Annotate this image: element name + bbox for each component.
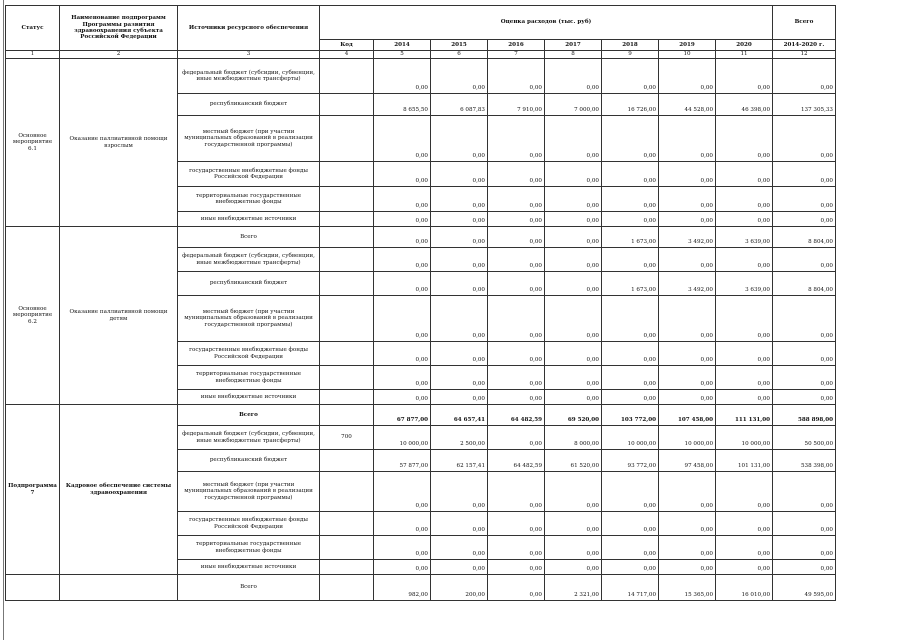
budget-code xyxy=(320,536,374,560)
value-year: 0,00 xyxy=(716,342,773,366)
value-year: 0,00 xyxy=(431,342,488,366)
value-year: 10 000,00 xyxy=(716,426,773,450)
value-year: 0,00 xyxy=(545,59,602,94)
value-year: 0,00 xyxy=(716,512,773,536)
header-year-2014: 2014 xyxy=(374,40,431,51)
value-total: 50 500,00 xyxy=(773,426,836,450)
value-year: 0,00 xyxy=(602,560,659,575)
value-year: 64 482,59 xyxy=(488,450,545,472)
value-year: 0,00 xyxy=(488,116,545,162)
value-year: 10 000,00 xyxy=(602,426,659,450)
value-year: 0,00 xyxy=(374,536,431,560)
value-year: 0,00 xyxy=(659,296,716,342)
value-year: 0,00 xyxy=(545,342,602,366)
value-year: 8 000,00 xyxy=(545,426,602,450)
value-year: 0,00 xyxy=(488,366,545,390)
value-total: 0,00 xyxy=(773,248,836,272)
row-status: Основное мероприятие 6.2 xyxy=(6,227,60,405)
row-status xyxy=(6,575,60,601)
budget-code xyxy=(320,575,374,601)
value-year: 61 520,00 xyxy=(545,450,602,472)
value-year: 0,00 xyxy=(488,296,545,342)
budget-code xyxy=(320,227,374,248)
column-index: 12 xyxy=(773,51,836,59)
column-index: 7 xyxy=(488,51,545,59)
value-year: 0,00 xyxy=(374,116,431,162)
value-year: 0,00 xyxy=(602,512,659,536)
column-index: 2 xyxy=(60,51,178,59)
value-year: 0,00 xyxy=(602,187,659,212)
value-year: 200,00 xyxy=(431,575,488,601)
budget-code xyxy=(320,560,374,575)
value-year: 2 321,00 xyxy=(545,575,602,601)
funding-source: республиканский бюджет xyxy=(178,450,320,472)
value-year: 16 726,00 xyxy=(602,94,659,116)
value-year: 0,00 xyxy=(488,272,545,296)
value-total: 8 804,00 xyxy=(773,227,836,248)
budget-sheet xyxy=(5,5,836,601)
table-row xyxy=(6,405,836,426)
value-year: 0,00 xyxy=(488,248,545,272)
value-year: 1 673,00 xyxy=(602,272,659,296)
value-year: 0,00 xyxy=(374,512,431,536)
value-year: 0,00 xyxy=(716,390,773,405)
value-total: 8 804,00 xyxy=(773,272,836,296)
funding-source: местный бюджет (при участии муниципальных образований в реализации государственной программы) xyxy=(178,472,320,512)
value-year: 982,00 xyxy=(374,575,431,601)
value-year: 0,00 xyxy=(716,536,773,560)
value-total: 0,00 xyxy=(773,342,836,366)
value-year: 10 000,00 xyxy=(374,426,431,450)
row-activity-name: Оказание паллиативной помощи детям xyxy=(60,227,178,405)
value-year: 46 398,00 xyxy=(716,94,773,116)
header-year-2017: 2017 xyxy=(545,40,602,51)
value-year: 64 657,41 xyxy=(431,405,488,426)
value-year: 0,00 xyxy=(374,212,431,227)
value-year: 0,00 xyxy=(716,366,773,390)
value-year: 0,00 xyxy=(431,390,488,405)
table-row xyxy=(6,575,836,601)
budget-code xyxy=(320,342,374,366)
value-year: 0,00 xyxy=(659,536,716,560)
row-activity-name: Оказание паллиативной помощи взрослым xyxy=(60,59,178,227)
header-status: Статус xyxy=(6,6,60,51)
value-year: 93 772,00 xyxy=(602,450,659,472)
value-year: 0,00 xyxy=(716,212,773,227)
value-year: 0,00 xyxy=(374,162,431,187)
funding-source: республиканский бюджет xyxy=(178,94,320,116)
header-total: Всего xyxy=(773,6,836,40)
column-index: 4 xyxy=(320,51,374,59)
value-total: 0,00 xyxy=(773,296,836,342)
column-index: 11 xyxy=(716,51,773,59)
header-year-2016: 2016 xyxy=(488,40,545,51)
value-year: 0,00 xyxy=(659,472,716,512)
value-total: 0,00 xyxy=(773,472,836,512)
value-year: 16 010,00 xyxy=(716,575,773,601)
value-year: 0,00 xyxy=(716,116,773,162)
funding-source: государственные внебюджетные фонды Российской Федерации xyxy=(178,512,320,536)
budget-code xyxy=(320,450,374,472)
budget-code xyxy=(320,366,374,390)
value-year: 0,00 xyxy=(602,342,659,366)
value-total: 0,00 xyxy=(773,512,836,536)
value-year: 0,00 xyxy=(659,248,716,272)
value-year: 0,00 xyxy=(659,187,716,212)
column-index: 5 xyxy=(374,51,431,59)
value-year: 0,00 xyxy=(431,296,488,342)
value-year: 0,00 xyxy=(659,59,716,94)
value-year: 1 673,00 xyxy=(602,227,659,248)
value-year: 0,00 xyxy=(374,187,431,212)
funding-source: местный бюджет (при участии муниципальных образований в реализации государственной программы) xyxy=(178,116,320,162)
value-year: 0,00 xyxy=(488,212,545,227)
value-year: 0,00 xyxy=(659,162,716,187)
value-year: 0,00 xyxy=(545,512,602,536)
header-year-2015: 2015 xyxy=(431,40,488,51)
value-total: 0,00 xyxy=(773,162,836,187)
budget-code xyxy=(320,94,374,116)
value-year: 0,00 xyxy=(602,248,659,272)
row-status: Основное мероприятие 6.1 xyxy=(6,59,60,227)
value-total: 0,00 xyxy=(773,116,836,162)
funding-source: государственные внебюджетные фонды Российской Федерации xyxy=(178,342,320,366)
budget-code xyxy=(320,390,374,405)
value-year: 62 157,41 xyxy=(431,450,488,472)
value-year: 0,00 xyxy=(488,59,545,94)
column-index: 6 xyxy=(431,51,488,59)
funding-source: местный бюджет (при участии муниципальных образований в реализации государственной программы) xyxy=(178,296,320,342)
budget-code xyxy=(320,405,374,426)
budget-code xyxy=(320,116,374,162)
value-year: 0,00 xyxy=(545,162,602,187)
value-year: 0,00 xyxy=(431,272,488,296)
value-year: 0,00 xyxy=(659,560,716,575)
value-year: 0,00 xyxy=(431,248,488,272)
value-year: 0,00 xyxy=(431,536,488,560)
value-year: 0,00 xyxy=(716,162,773,187)
value-year: 10 000,00 xyxy=(659,426,716,450)
value-year: 0,00 xyxy=(659,366,716,390)
value-year: 0,00 xyxy=(545,560,602,575)
funding-source: Всего xyxy=(178,227,320,248)
budget-code xyxy=(320,212,374,227)
value-year: 0,00 xyxy=(374,366,431,390)
value-year: 0,00 xyxy=(602,366,659,390)
value-year: 0,00 xyxy=(488,390,545,405)
value-year: 0,00 xyxy=(659,342,716,366)
value-year: 0,00 xyxy=(545,366,602,390)
value-year: 0,00 xyxy=(374,59,431,94)
value-year: 3 492,00 xyxy=(659,227,716,248)
value-year: 0,00 xyxy=(602,162,659,187)
funding-source: федеральный бюджет (субсидии, субвенции, иные межбюджетные трансферты) xyxy=(178,426,320,450)
funding-source: иные внебюджетные источники xyxy=(178,390,320,405)
value-year: 64 482,59 xyxy=(488,405,545,426)
funding-source: территориальные государственные внебюджетные фонды xyxy=(178,366,320,390)
budget-code: 700 xyxy=(320,426,374,450)
row-activity-name xyxy=(60,575,178,601)
value-year: 0,00 xyxy=(431,560,488,575)
value-year: 0,00 xyxy=(545,472,602,512)
funding-source: республиканский бюджет xyxy=(178,272,320,296)
value-total: 0,00 xyxy=(773,536,836,560)
value-year: 0,00 xyxy=(716,296,773,342)
budget-code xyxy=(320,162,374,187)
header-total-period: 2014-2020 г. xyxy=(773,40,836,51)
budget-code xyxy=(320,272,374,296)
value-year: 0,00 xyxy=(374,296,431,342)
value-year: 0,00 xyxy=(545,296,602,342)
value-year: 0,00 xyxy=(545,272,602,296)
value-year: 0,00 xyxy=(602,472,659,512)
value-total: 0,00 xyxy=(773,560,836,575)
value-year: 8 655,50 xyxy=(374,94,431,116)
value-year: 0,00 xyxy=(488,426,545,450)
value-year: 0,00 xyxy=(602,59,659,94)
value-year: 15 365,00 xyxy=(659,575,716,601)
value-year: 44 528,00 xyxy=(659,94,716,116)
value-year: 0,00 xyxy=(602,212,659,227)
value-year: 111 131,00 xyxy=(716,405,773,426)
header-estimate: Оценка расходов (тыс. руб) xyxy=(320,6,773,40)
value-year: 0,00 xyxy=(659,116,716,162)
value-year: 101 131,00 xyxy=(716,450,773,472)
row-activity-name: Кадровое обеспечение системы здравоохранения xyxy=(60,405,178,575)
value-total: 137 305,33 xyxy=(773,94,836,116)
value-year: 0,00 xyxy=(602,536,659,560)
value-year: 0,00 xyxy=(545,536,602,560)
value-year: 3 639,00 xyxy=(716,272,773,296)
column-index-row xyxy=(6,51,836,59)
value-year: 14 717,00 xyxy=(602,575,659,601)
column-index: 3 xyxy=(178,51,320,59)
value-year: 69 520,00 xyxy=(545,405,602,426)
value-year: 0,00 xyxy=(374,560,431,575)
page-edge-rule xyxy=(3,0,4,640)
value-year: 0,00 xyxy=(545,248,602,272)
value-total: 588 898,00 xyxy=(773,405,836,426)
funding-source: территориальные государственные внебюджетные фонды xyxy=(178,187,320,212)
value-year: 0,00 xyxy=(374,472,431,512)
budget-code xyxy=(320,296,374,342)
header-year-2018: 2018 xyxy=(602,40,659,51)
value-total: 0,00 xyxy=(773,390,836,405)
value-year: 0,00 xyxy=(431,212,488,227)
value-total: 49 595,00 xyxy=(773,575,836,601)
value-year: 0,00 xyxy=(488,575,545,601)
value-year: 103 772,00 xyxy=(602,405,659,426)
value-year: 0,00 xyxy=(716,187,773,212)
value-year: 3 492,00 xyxy=(659,272,716,296)
funding-source: федеральный бюджет (субсидии, субвенции, иные межбюджетные трансферты) xyxy=(178,59,320,94)
value-year: 0,00 xyxy=(374,248,431,272)
value-year: 0,00 xyxy=(488,536,545,560)
header-source: Источники ресурсного обеспечения xyxy=(178,6,320,51)
value-year: 0,00 xyxy=(488,162,545,187)
expense-table xyxy=(5,5,836,601)
value-year: 0,00 xyxy=(488,227,545,248)
column-index: 9 xyxy=(602,51,659,59)
value-year: 7 000,00 xyxy=(545,94,602,116)
row-status: Подпрограмма 7 xyxy=(6,405,60,575)
funding-source: федеральный бюджет (субсидии, субвенции, иные межбюджетные трансферты) xyxy=(178,248,320,272)
value-year: 0,00 xyxy=(716,472,773,512)
value-year: 0,00 xyxy=(488,472,545,512)
funding-source: иные внебюджетные источники xyxy=(178,212,320,227)
header-name: Наименование подпрограмм Программы развития здравоохранения субъекта Российской Федерации xyxy=(60,6,178,51)
value-year: 0,00 xyxy=(716,59,773,94)
value-year: 97 458,00 xyxy=(659,450,716,472)
value-year: 0,00 xyxy=(659,512,716,536)
value-year: 0,00 xyxy=(488,512,545,536)
value-year: 0,00 xyxy=(602,116,659,162)
table-row xyxy=(6,59,836,94)
value-total: 0,00 xyxy=(773,59,836,94)
header-year-2020: 2020 xyxy=(716,40,773,51)
value-total: 0,00 xyxy=(773,366,836,390)
value-year: 3 639,00 xyxy=(716,227,773,248)
value-year: 0,00 xyxy=(716,248,773,272)
value-year: 0,00 xyxy=(545,390,602,405)
header-row-1 xyxy=(6,6,836,40)
value-year: 0,00 xyxy=(716,560,773,575)
value-year: 0,00 xyxy=(374,272,431,296)
header-year-2019: 2019 xyxy=(659,40,716,51)
funding-source: Всего xyxy=(178,405,320,426)
table-row xyxy=(6,227,836,248)
value-year: 0,00 xyxy=(602,296,659,342)
value-year: 2 500,00 xyxy=(431,426,488,450)
value-year: 0,00 xyxy=(488,187,545,212)
value-year: 0,00 xyxy=(374,390,431,405)
value-total: 0,00 xyxy=(773,212,836,227)
value-year: 7 910,00 xyxy=(488,94,545,116)
value-year: 0,00 xyxy=(488,560,545,575)
budget-code xyxy=(320,512,374,536)
value-total: 0,00 xyxy=(773,187,836,212)
funding-source: государственные внебюджетные фонды Российской Федерации xyxy=(178,162,320,187)
value-year: 57 877,00 xyxy=(374,450,431,472)
budget-code xyxy=(320,472,374,512)
value-year: 0,00 xyxy=(545,212,602,227)
value-year: 0,00 xyxy=(602,390,659,405)
funding-source: Всего xyxy=(178,575,320,601)
budget-code xyxy=(320,59,374,94)
value-year: 107 458,00 xyxy=(659,405,716,426)
value-year: 0,00 xyxy=(431,116,488,162)
funding-source: территориальные государственные внебюджетные фонды xyxy=(178,536,320,560)
value-year: 0,00 xyxy=(431,162,488,187)
value-year: 67 877,00 xyxy=(374,405,431,426)
value-total: 538 398,00 xyxy=(773,450,836,472)
value-year: 0,00 xyxy=(431,512,488,536)
header-kod: Код xyxy=(320,40,374,51)
budget-code xyxy=(320,187,374,212)
value-year: 0,00 xyxy=(431,227,488,248)
value-year: 0,00 xyxy=(545,187,602,212)
value-year: 0,00 xyxy=(431,366,488,390)
budget-code xyxy=(320,248,374,272)
value-year: 0,00 xyxy=(374,227,431,248)
funding-source: иные внебюджетные источники xyxy=(178,560,320,575)
value-year: 0,00 xyxy=(488,342,545,366)
value-year: 0,00 xyxy=(431,59,488,94)
column-index: 10 xyxy=(659,51,716,59)
value-year: 0,00 xyxy=(545,116,602,162)
value-year: 0,00 xyxy=(545,227,602,248)
value-year: 0,00 xyxy=(431,472,488,512)
value-year: 0,00 xyxy=(659,390,716,405)
value-year: 0,00 xyxy=(374,342,431,366)
value-year: 6 087,83 xyxy=(431,94,488,116)
value-year: 0,00 xyxy=(431,187,488,212)
column-index: 8 xyxy=(545,51,602,59)
value-year: 0,00 xyxy=(659,212,716,227)
column-index: 1 xyxy=(6,51,60,59)
